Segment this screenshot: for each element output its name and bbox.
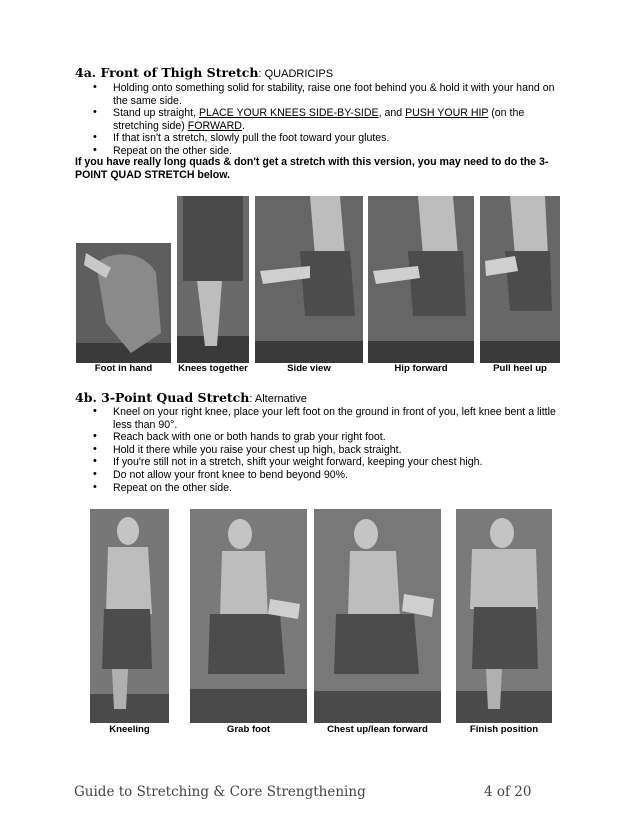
section-a-note: If you have really long quads & don't get a stretch with this version, you may need to do the 3-POINT QUAD STRETCH below. xyxy=(75,156,549,181)
section-a-title: 4a. Front of Thigh Stretch xyxy=(75,65,259,80)
caption-knees-together: Knees together xyxy=(178,363,248,374)
list-item: • Repeat on the other side. xyxy=(91,145,561,158)
list-item: • Reach back with one or both hands to grab your right foot. xyxy=(91,431,561,444)
caption-foot-in-hand: Foot in hand xyxy=(94,363,153,374)
section-b-heading xyxy=(75,389,575,407)
caption-grab-foot: Grab foot xyxy=(226,724,271,735)
photo-side-view xyxy=(255,196,363,363)
list-item: • Repeat on the other side. xyxy=(91,482,561,495)
photo-knees-together xyxy=(177,196,249,363)
photo-foot-in-hand xyxy=(76,243,171,363)
photo-kneeling xyxy=(90,509,169,723)
photo-chest-up xyxy=(314,509,441,723)
footer-page-number: 4 of 20 xyxy=(484,784,532,800)
caption-side-view: Side view xyxy=(287,363,331,374)
section-a-bullets xyxy=(91,82,561,158)
section-a-heading xyxy=(75,64,575,82)
list-item: • Kneel on your right knee, place your left foot on the ground in front of you, left knee bent a little less than 90°. xyxy=(91,406,561,431)
list-item: • Holding onto something solid for stability, raise one foot behind you & hold it with your hand on the same side. xyxy=(91,82,561,107)
photo-pull-heel-up xyxy=(480,196,560,363)
caption-chest-up: Chest up/lean forward xyxy=(327,724,428,735)
list-item: • If that isn't a stretch, slowly pull the foot toward your glutes. xyxy=(91,132,561,145)
caption-finish-position: Finish position xyxy=(469,724,539,735)
photo-grab-foot xyxy=(190,509,307,723)
list-item: • Do not allow your front knee to bend beyond 90%. xyxy=(91,469,561,482)
caption-pull-heel-up: Pull heel up xyxy=(493,363,547,374)
photo-hip-forward xyxy=(368,196,474,363)
section-b-subtitle: : Alternative xyxy=(249,393,307,405)
section-b-bullets xyxy=(91,406,561,494)
caption-hip-forward: Hip forward xyxy=(394,363,448,374)
footer-title: Guide to Stretching & Core Strengthening xyxy=(74,784,366,800)
list-item: • Hold it there while you raise your chest up high, back straight. xyxy=(91,444,561,457)
list-item: • Stand up straight, PLACE YOUR KNEES SIDE-BY-SIDE, and PUSH YOUR HIP (on the stretching side) FORWARD. xyxy=(91,107,561,132)
caption-kneeling: Kneeling xyxy=(109,724,150,735)
photo-finish-position xyxy=(456,509,552,723)
section-a-subtitle: : QUADRICIPS xyxy=(258,68,334,80)
list-item: • If you're still not in a stretch, shift your weight forward, keeping your chest high. xyxy=(91,456,561,469)
section-b-title: 4b. 3-Point Quad Stretch xyxy=(75,390,250,405)
